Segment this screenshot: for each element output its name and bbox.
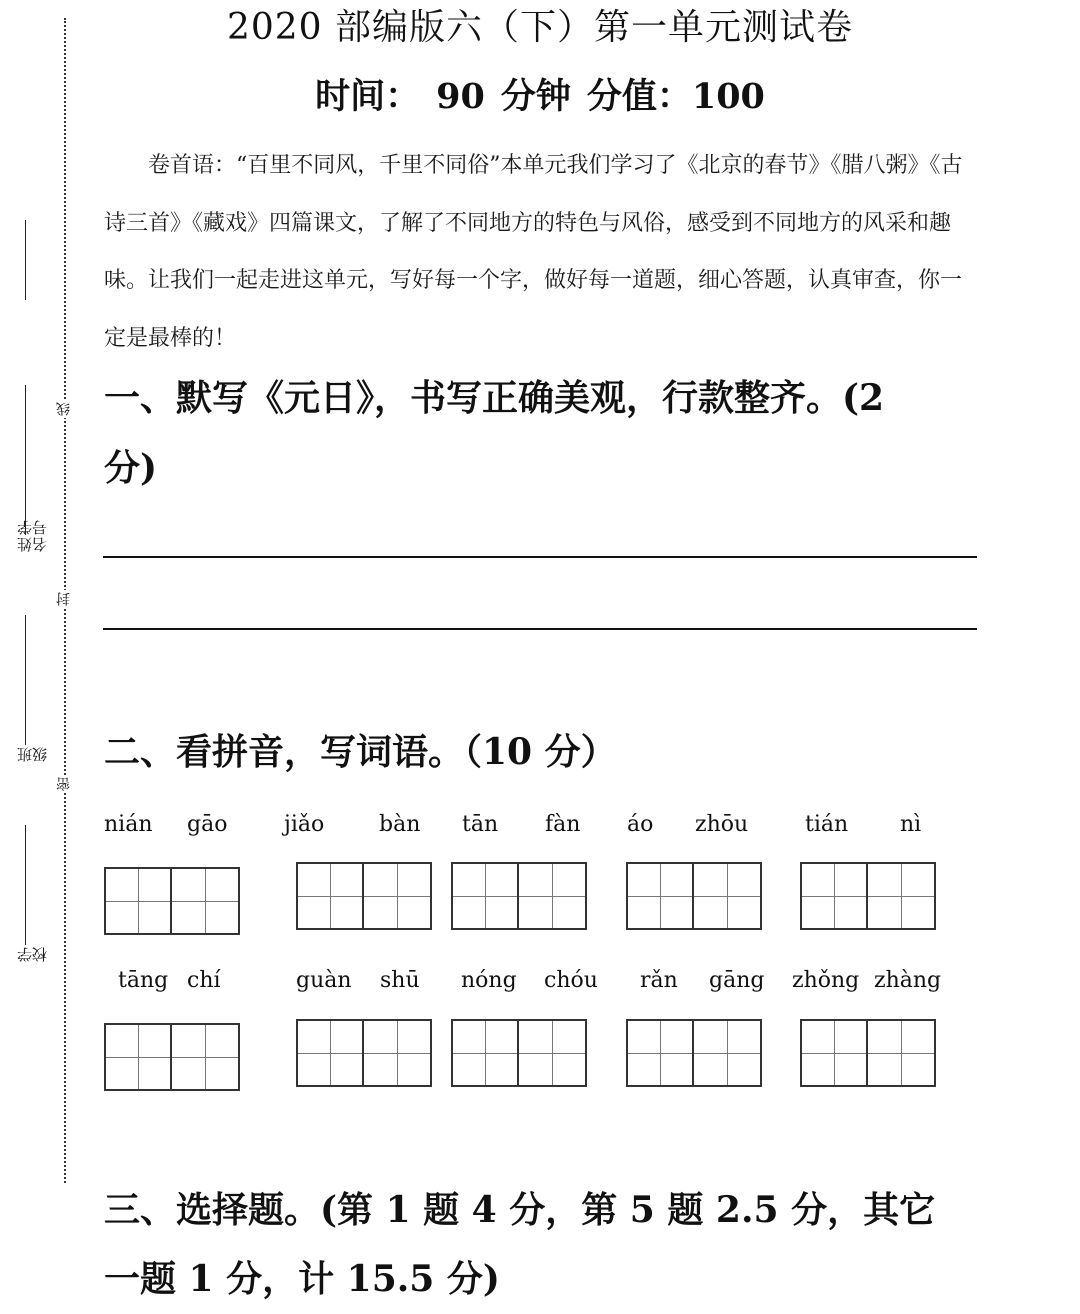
time-unit: 分钟 (500, 76, 571, 117)
writing-grid[interactable] (626, 862, 762, 930)
grid-cell[interactable] (451, 862, 519, 930)
student-id-label: 学号 (16, 520, 49, 535)
writing-grid[interactable] (296, 1019, 432, 1087)
score-label: 分值：100 (586, 76, 765, 117)
grid-cell[interactable] (296, 1019, 364, 1087)
pinyin-syllable: chí (187, 968, 221, 993)
grid-cell[interactable] (519, 1019, 587, 1087)
section-one-heading-line2: 分) (104, 447, 158, 489)
writing-grid[interactable] (451, 862, 587, 930)
pinyin-syllable: gāng (709, 968, 765, 993)
section-three-heading-line1: 三、选择题。(第 1 题 4 分，第 5 题 2.5 分，其它 (104, 1189, 936, 1231)
writing-grid[interactable] (800, 1019, 936, 1087)
pinyin-syllable: gāo (187, 812, 228, 837)
section-three-heading-line2: 一题 1 分，计 15.5 分) (104, 1258, 500, 1300)
seal-mark-seal: 封 (56, 592, 72, 606)
pinyin-syllable: shū (380, 968, 420, 993)
grid-cell[interactable] (104, 1023, 172, 1091)
grid-cell[interactable] (626, 862, 694, 930)
class-label: 班级 (16, 747, 49, 762)
grid-cell[interactable] (868, 862, 936, 930)
class-blank (25, 615, 26, 745)
pinyin-syllable: rǎn (640, 968, 678, 993)
section-one-heading-line1: 一、默写《元日》，书写正确美观，行款整齐。(2 (104, 377, 885, 419)
school-label: 学校 (16, 947, 49, 962)
intro-paragraph: 卷首语：“百里不同风，千里不同俗”本单元我们学习了《北京的春节》《腊八粥》《古诗三首》《藏戏》四篇课文，了解了不同地方的特色与风俗，感受到不同地方的风采和趣味。让我们一起走进这单元，写好每一个字，做好每一道题，细心答题，认真审查，你一定是最棒的！ (104, 153, 963, 351)
grid-cell[interactable] (800, 862, 868, 930)
pinyin-syllable: tāng (118, 968, 169, 993)
pinyin-syllable: tān (462, 812, 499, 837)
writing-grid[interactable] (800, 862, 936, 930)
grid-cell[interactable] (104, 867, 172, 935)
pinyin-syllable: fàn (545, 812, 581, 837)
grid-cell[interactable] (800, 1019, 868, 1087)
pinyin-syllable: nóng (461, 968, 517, 993)
student-id-blank (25, 220, 26, 300)
pinyin-syllable: zhǒng (792, 968, 860, 993)
grid-cell[interactable] (296, 862, 364, 930)
grid-cell[interactable] (172, 1023, 240, 1091)
pinyin-syllable: zhàng (874, 968, 942, 993)
pinyin-syllable: jiǎo (284, 812, 325, 837)
exam-title: 2020 部编版六（下）第一单元测试卷 (226, 7, 854, 48)
writing-grid[interactable] (626, 1019, 762, 1087)
grid-cell[interactable] (519, 862, 587, 930)
writing-grid[interactable] (104, 867, 240, 935)
pinyin-syllable: tián (805, 812, 849, 837)
seal-mark-line: 线 (56, 402, 72, 416)
school-blank (25, 825, 26, 945)
grid-cell[interactable] (626, 1019, 694, 1087)
grid-cell[interactable] (694, 1019, 762, 1087)
section-two-heading: 二、看拼音，写词语。（10 分） (104, 731, 617, 773)
pinyin-syllable: chóu (544, 968, 598, 993)
seal-mark-secret: 密 (56, 777, 72, 791)
writing-grid[interactable] (104, 1023, 240, 1091)
exam-meta (0, 72, 1080, 122)
pinyin-syllable: zhōu (695, 812, 749, 837)
writing-grid[interactable] (451, 1019, 587, 1087)
grid-cell[interactable] (364, 862, 432, 930)
grid-cell[interactable] (694, 862, 762, 930)
answer-line[interactable] (103, 556, 977, 558)
grid-cell[interactable] (172, 867, 240, 935)
name-label: 姓名 (16, 537, 49, 552)
name-blank (25, 385, 26, 535)
grid-cell[interactable] (364, 1019, 432, 1087)
pinyin-syllable: nián (104, 812, 153, 837)
answer-line[interactable] (103, 628, 977, 630)
time-label: 时间： (315, 76, 421, 117)
pinyin-syllable: bàn (379, 812, 421, 837)
pinyin-syllable: áo (627, 812, 654, 837)
pinyin-syllable: nì (900, 812, 922, 837)
writing-grid[interactable] (296, 862, 432, 930)
binding-margin (0, 0, 90, 1295)
grid-cell[interactable] (451, 1019, 519, 1087)
time-value: 90 (436, 76, 485, 117)
grid-cell[interactable] (868, 1019, 936, 1087)
pinyin-syllable: guàn (296, 968, 352, 993)
